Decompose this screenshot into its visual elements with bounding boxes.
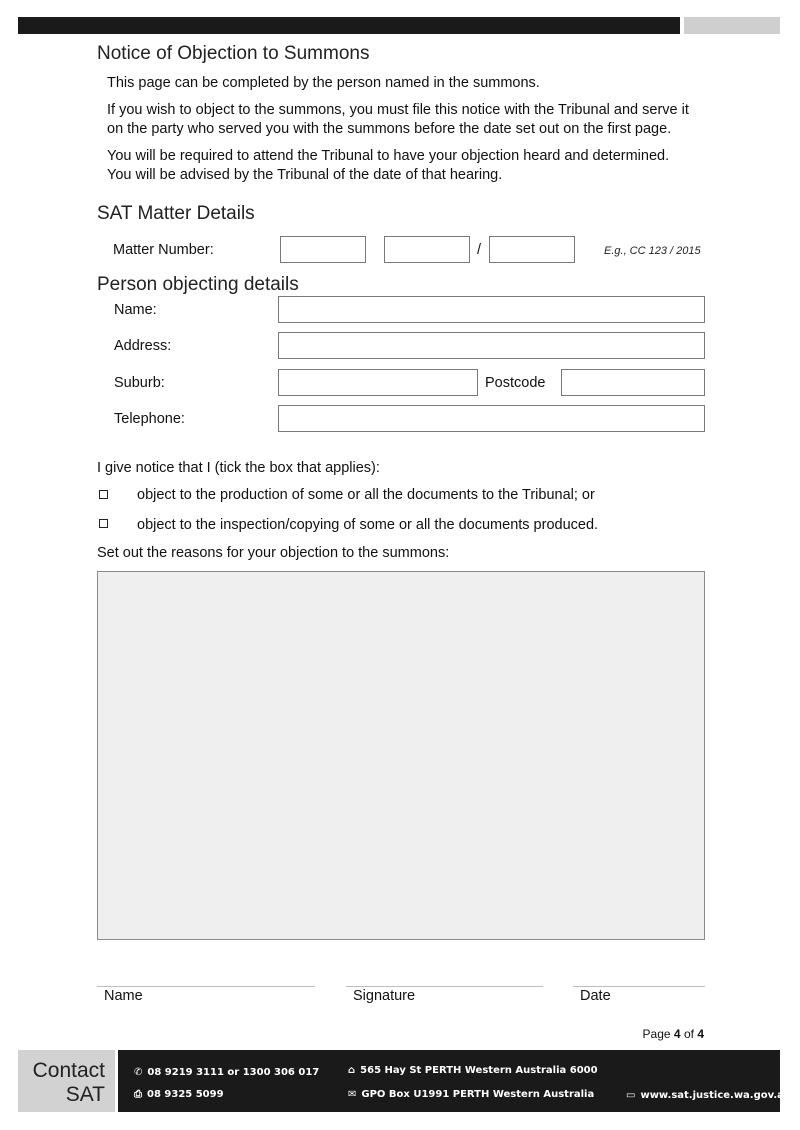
page-total: 4 xyxy=(697,1027,704,1041)
name-signature-line[interactable] xyxy=(97,986,315,987)
signature-label: Signature xyxy=(353,988,416,1004)
option-production-label: object to the production of some or all the documents to the Tribunal; or xyxy=(137,487,595,503)
person-heading: Person objecting details xyxy=(97,274,299,295)
date-label: Date xyxy=(580,988,611,1004)
footer-contact-line2: SAT xyxy=(65,1083,105,1106)
notice-lead: I give notice that I (tick the box that applies): xyxy=(97,460,380,476)
postcode-label: Postcode xyxy=(485,375,546,391)
matter-type-field[interactable] xyxy=(280,236,366,263)
footer-postal xyxy=(348,1089,594,1100)
footer-address-text: 565 Hay St PERTH Western Australia 6000 xyxy=(360,1065,598,1076)
footer-fax-text: 08 9325 5099 xyxy=(147,1089,224,1100)
page-of: of xyxy=(683,1027,694,1041)
telephone-field[interactable] xyxy=(278,405,705,432)
matter-number-field[interactable] xyxy=(384,236,470,263)
matter-slash: / xyxy=(477,242,482,258)
option-production-checkbox[interactable] xyxy=(99,490,108,499)
suburb-label: Suburb: xyxy=(114,375,165,391)
suburb-field[interactable] xyxy=(278,369,478,396)
footer-contact-block xyxy=(18,1050,115,1112)
telephone-label: Telephone: xyxy=(114,411,185,427)
header-bar-accent xyxy=(684,17,780,34)
matter-number-label: Matter Number: xyxy=(113,242,214,258)
page-title: Notice of Objection to Summons xyxy=(97,43,370,64)
page-number xyxy=(643,1027,704,1041)
page-prefix: Page xyxy=(642,1027,671,1041)
intro-line-3: on the party who served you with the summons before the date set out on the first page. xyxy=(107,121,672,137)
intro-line-4: You will be required to attend the Tribunal to have your objection heard and determined. xyxy=(107,148,670,164)
name-signature-label: Name xyxy=(104,988,143,1004)
reasons-textarea[interactable] xyxy=(97,571,705,940)
footer-address xyxy=(348,1065,598,1076)
footer-fax xyxy=(134,1089,224,1100)
signature-line[interactable] xyxy=(346,986,543,987)
postcode-field[interactable] xyxy=(561,369,705,396)
address-label: Address: xyxy=(114,338,172,354)
option-inspection-label: object to the inspection/copying of some or all the documents produced. xyxy=(137,517,599,533)
matter-example: E.g., CC 123 / 2015 xyxy=(604,245,701,257)
fax-icon: ⎙ xyxy=(134,1089,142,1100)
page-current: 4 xyxy=(673,1027,681,1041)
address-field[interactable] xyxy=(278,332,705,359)
intro-line-5: You will be advised by the Tribunal of the date of that hearing. xyxy=(107,167,503,183)
mail-icon: ✉ xyxy=(348,1089,357,1100)
header-bar xyxy=(18,17,680,34)
footer-contact-line1: Contact xyxy=(32,1059,105,1082)
matter-heading: SAT Matter Details xyxy=(97,203,255,224)
option-inspection-checkbox[interactable] xyxy=(99,519,108,528)
reasons-label: Set out the reasons for your objection to the summons: xyxy=(97,545,450,561)
intro-line-1: This page can be completed by the person named in the summons. xyxy=(107,75,540,91)
name-label: Name: xyxy=(114,302,157,318)
laptop-icon: ▭ xyxy=(626,1090,636,1101)
phone-icon: ✆ xyxy=(134,1067,143,1078)
footer-website[interactable] xyxy=(626,1090,791,1101)
footer-bar xyxy=(118,1050,780,1112)
name-field[interactable] xyxy=(278,296,705,323)
footer-phone[interactable] xyxy=(134,1067,319,1078)
footer-phone-text: 08 9219 3111 or 1300 306 017 xyxy=(147,1067,320,1078)
matter-year-field[interactable] xyxy=(489,236,575,263)
intro-line-2: If you wish to object to the summons, you must file this notice with the Tribunal and serve it xyxy=(107,102,689,118)
footer-website-text: www.sat.justice.wa.gov.au xyxy=(640,1090,792,1101)
home-icon: ⌂ xyxy=(348,1065,356,1076)
footer-postal-text: GPO Box U1991 PERTH Western Australia xyxy=(361,1089,595,1100)
date-line[interactable] xyxy=(573,986,705,987)
